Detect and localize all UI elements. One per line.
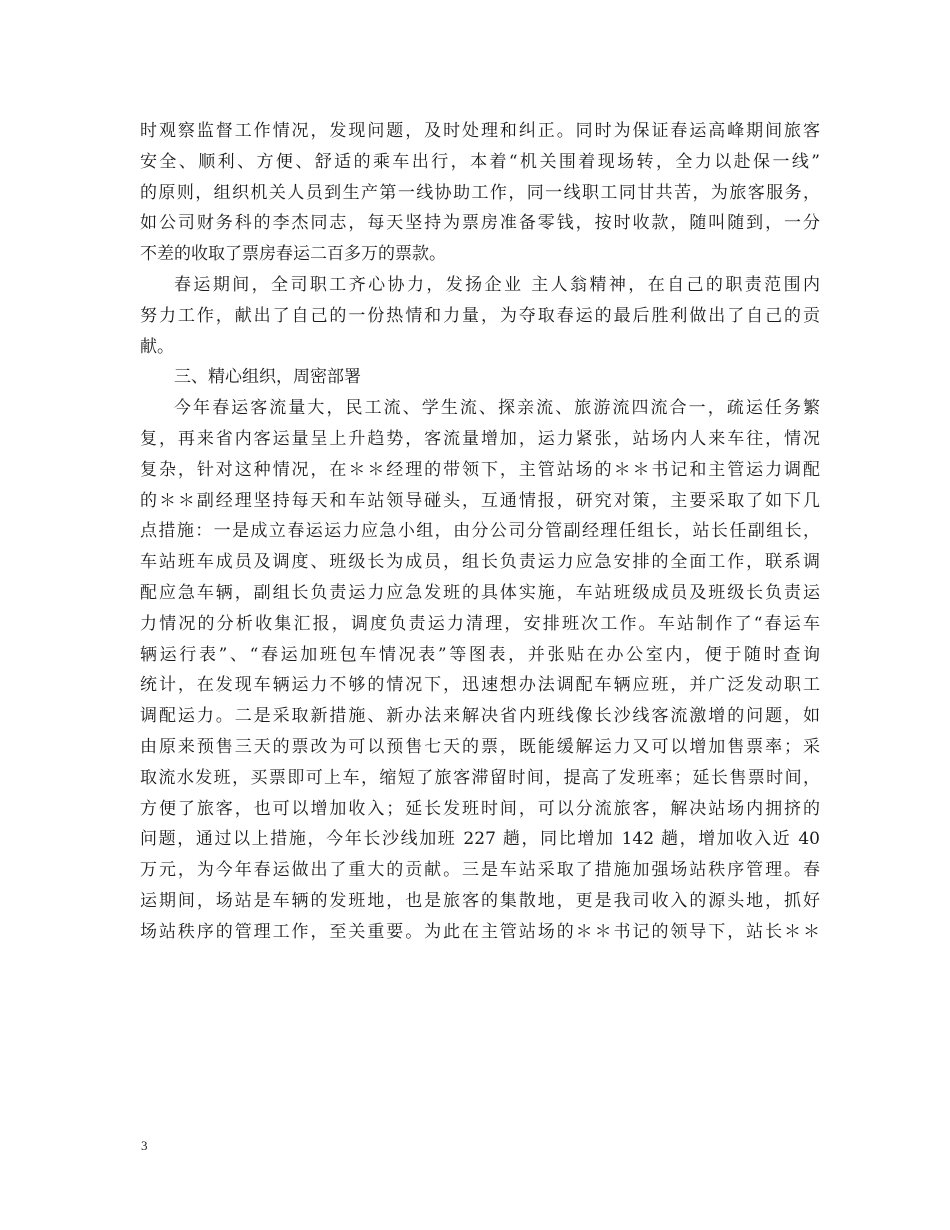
text-line: 不差的收取了票房春运二百多万的票款。 [140, 244, 446, 265]
text-line: 场站秩序的管理工作，至关重要。为此在主管站场的＊＊书记的领导下，站长＊＊ [140, 921, 820, 942]
paragraph-start-line: 春运期间，全司职工齐心协力，发扬企业 主人翁精神，在自己的职责范围内 [174, 274, 820, 295]
text-line: 取流水发班，买票即可上车，缩短了旅客滞留时间，提高了发班率；延长售票时间， [140, 767, 820, 788]
text-line: 努力工作，献出了自己的一份热情和力量，为夺取春运的最后胜利做出了自己的贡 [140, 305, 820, 326]
body-text [140, 116, 820, 948]
text-line: 复，再来省内客运量呈上升趋势，客流量增加，运力紧张，站场内人来车往，情况 [140, 428, 820, 449]
text-line: 方便了旅客，也可以增加收入；延长发班时间，可以分流旅客，解决站场内拥挤的 [140, 798, 820, 819]
text-line: 复杂，针对这种情况，在＊＊经理的带领下，主管站场的＊＊书记和主管运力调配 [140, 459, 820, 480]
text-line: 如公司财务科的李杰同志，每天坚持为票房准备零钱，按时收款，随叫随到，一分 [140, 213, 820, 234]
text-line: 问题，通过以上措施，今年长沙线加班 227 趟，同比增加 142 趟，增加收入近 40 [140, 829, 820, 850]
text-line: 的原则，组织机关人员到生产第一线协助工作，同一线职工同甘共苦，为旅客服务， [140, 182, 820, 203]
text-line: 配应急车辆，副组长负责运力应急发班的具体实施，车站班级成员及班级长负责运 [140, 582, 820, 603]
text-line: 调配运力。二是采取新措施、新办法来解决省内班线像长沙线客流激增的问题，如 [140, 706, 820, 727]
text-line: 运期间，场站是车辆的发班地，也是旅客的集散地，更是我司收入的源头地，抓好 [140, 890, 820, 911]
text-line: 力情况的分析收集汇报，调度负责运力清理，安排班次工作。车站制作了“春运车 [140, 613, 820, 634]
section-heading: 三、精心组织，周密部署 [174, 367, 361, 388]
text-line: 安全、顺利、方便、舒适的乘车出行，本着“机关围着现场转，全力以赴保一线” [140, 151, 820, 172]
text-line: 万元，为今年春运做出了重大的贡献。三是车站采取了措施加强场站秩序管理。春 [140, 860, 820, 881]
text-line: 的＊＊副经理坚持每天和车站领导碰头，互通情报，研究对策，主要采取了如下几 [140, 490, 820, 511]
text-line: 由原来预售三天的票改为可以预售七天的票，既能缓解运力又可以增加售票率；采 [140, 736, 820, 757]
text-line: 点措施：一是成立春运运力应急小组，由分公司分管副经理任组长，站长任副组长， [140, 521, 820, 542]
text-line: 时观察监督工作情况，发现问题，及时处理和纠正。同时为保证春运高峰期间旅客 [140, 121, 820, 141]
text-line: 车站班车成员及调度、班级长为成员，组长负责运力应急安排的全面工作，联系调 [140, 552, 820, 573]
text-line: 辆运行表”、“春运加班包车情况表”等图表，并张贴在办公室内，便于随时查询 [140, 644, 820, 665]
paragraph-start-line: 今年春运客流量大，民工流、学生流、探亲流、旅游流四流合一，疏运任务繁 [174, 398, 820, 419]
page-number: 3 [141, 1138, 148, 1153]
text-line: 献。 [140, 336, 174, 357]
text-line: 统计，在发现车辆运力不够的情况下，迅速想办法调配车辆应班，并广泛发动职工 [140, 675, 820, 696]
